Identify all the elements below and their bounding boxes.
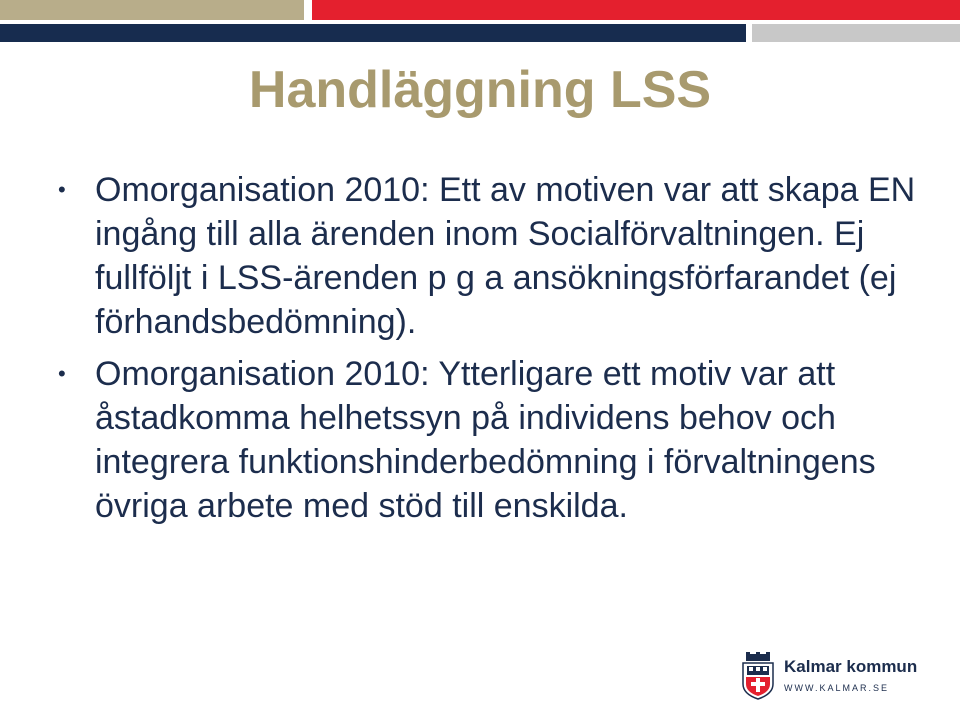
logo-name: Kalmar kommun <box>784 657 918 676</box>
bullet-list <box>58 168 918 536</box>
logo-url: WWW.KALMAR.SE <box>784 683 890 693</box>
top-red-bar <box>312 0 960 20</box>
kalmar-logo <box>740 652 940 700</box>
bullet-item <box>58 168 918 344</box>
bullet-item <box>58 352 918 528</box>
navy-bar <box>0 24 746 42</box>
slide-title: Handläggning LSS <box>248 61 712 119</box>
bullet-text: Omorganisation 2010: Ytterligare ett motiv var att åstadkomma helhetssyn på individens behov och integrera funktionshinderbedömning i förvaltningens övriga arbete med stöd till enskilda. <box>95 355 876 525</box>
bullet-icon: • <box>58 361 66 386</box>
gray-bar <box>752 24 960 42</box>
kalmar-coat-of-arms-icon <box>740 652 776 700</box>
top-tan-bar <box>0 0 304 20</box>
bullet-text: Omorganisation 2010: Ett av motiven var att skapa EN ingång till alla ärenden inom Socialförvaltningen. Ej fullföljt i LSS-ärenden p g a ansökningsförfarandet (ej förhandsbedömning). <box>95 171 916 341</box>
bullet-icon: • <box>58 177 66 202</box>
